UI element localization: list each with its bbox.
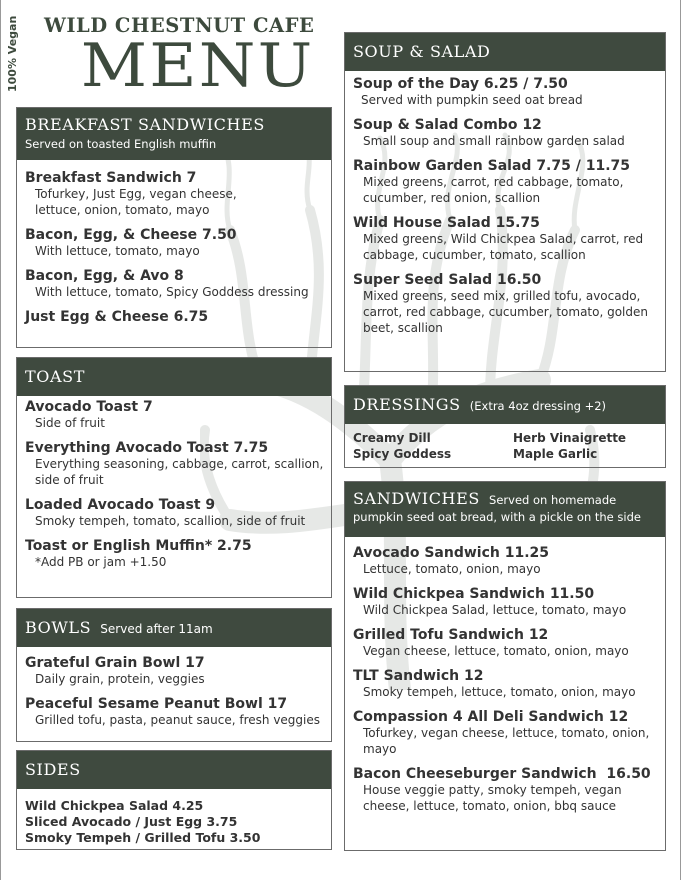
breakfast-section <box>16 107 332 348</box>
dressing-item: Spicy Goddess <box>353 447 452 461</box>
menu-item <box>25 227 323 259</box>
item-name: Grateful Grain Bowl 17 <box>25 655 205 671</box>
item-desc: Everything seasoning, cabbage, carrot, scallion, side of fruit <box>35 457 324 487</box>
menu-item <box>353 627 657 659</box>
menu-item <box>353 76 657 108</box>
item-desc: Mixed greens, carrot, red cabbage, tomato, cucumber, red onion, scallion <box>363 175 624 205</box>
breakfast-title: BREAKFAST SANDWICHES <box>25 115 265 134</box>
toast-title: TOAST <box>25 367 85 386</box>
item-name: Everything Avocado Toast 7.75 <box>25 440 269 456</box>
item-desc: With lettuce, tomato, Spicy Goddess dressing <box>35 285 309 299</box>
sides-section <box>16 750 332 850</box>
sandwiches-list <box>345 537 665 820</box>
menu-item <box>353 709 657 757</box>
item-name: Avocado Sandwich 11.25 <box>353 545 550 561</box>
vegan-tag: 100% Vegan <box>6 15 19 93</box>
bowls-section <box>16 608 332 742</box>
menu-item <box>25 170 323 218</box>
toast-header <box>17 358 331 396</box>
item-desc: Grilled tofu, pasta, peanut sauce, fresh veggies <box>35 713 321 727</box>
item-desc: Smoky tempeh, lettuce, tomato, onion, mayo <box>363 685 636 699</box>
dressings-header <box>345 386 665 424</box>
item-desc: House veggie patty, smoky tempeh, vegan cheese, lettuce, tomato, onion, bbq sauce <box>363 783 622 813</box>
sandwiches-title: SANDWICHES <box>353 489 480 508</box>
soup-section <box>344 32 666 372</box>
item-desc: Served with pumpkin seed oat bread <box>361 93 583 107</box>
item-name: Bacon Cheeseburger Sandwich 16.50 <box>353 766 651 782</box>
item-desc: Mixed greens, seed mix, grilled tofu, avocado, carrot, red cabbage, cucumber, tomato, golden beet, scallion <box>363 289 648 335</box>
item-desc: Vegan cheese, lettuce, tomato, onion, mayo <box>363 644 629 658</box>
item-name: Wild House Salad 15.75 <box>353 215 540 231</box>
menu-item <box>353 272 657 336</box>
menu-item <box>25 309 323 325</box>
menu-item <box>353 668 657 700</box>
side-item: Sliced Avocado / Just Egg 3.75 <box>25 814 238 829</box>
menu-item <box>353 117 657 149</box>
dressings-title: DRESSINGS <box>353 395 461 414</box>
item-name: Peaceful Sesame Peanut Bowl 17 <box>25 696 288 712</box>
soup-title: SOUP & SALAD <box>353 42 491 61</box>
breakfast-header <box>17 108 331 160</box>
item-name: Just Egg & Cheese 6.75 <box>25 309 209 325</box>
dressings-section <box>344 385 666 468</box>
dressing-item: Herb Vinaigrette <box>513 431 627 445</box>
item-name: Soup & Salad Combo 12 <box>353 117 542 133</box>
bowls-subtitle: Served after 11am <box>100 622 213 636</box>
item-desc: Small soup and small rainbow garden salad <box>363 134 625 148</box>
item-name: Bacon, Egg, & Avo 8 <box>25 268 184 284</box>
item-name: TLT Sandwich 12 <box>353 668 484 684</box>
menu-item <box>353 215 657 263</box>
item-desc: Side of fruit <box>35 416 105 430</box>
bowls-list <box>17 647 331 743</box>
menu-title: MENU <box>80 31 315 101</box>
item-name: Wild Chickpea Sandwich 11.50 <box>353 586 595 602</box>
menu-item <box>353 158 657 206</box>
item-desc: Tofurkey, vegan cheese, lettuce, tomato, onion, mayo <box>363 726 650 756</box>
dressing-item: Maple Garlic <box>513 447 598 461</box>
menu-item <box>25 655 323 687</box>
menu-item <box>25 696 323 728</box>
sides-list <box>17 789 331 852</box>
item-desc: Lettuce, tomato, onion, mayo <box>363 562 541 576</box>
breakfast-subtitle: Served on toasted English muffin <box>25 137 217 151</box>
item-name: Grilled Tofu Sandwich 12 <box>353 627 549 643</box>
menu-item <box>25 497 323 529</box>
menu-item <box>353 545 657 577</box>
sides-title: SIDES <box>25 760 81 779</box>
item-desc: Smoky tempeh, tomato, scallion, side of fruit <box>35 514 306 528</box>
toast-section <box>16 357 332 598</box>
sandwiches-subtitle-a: Served on homemade <box>489 493 617 507</box>
sides-header <box>17 751 331 789</box>
toast-list <box>17 396 331 585</box>
item-desc: Wild Chickpea Salad, lettuce, tomato, mayo <box>363 603 627 617</box>
menu-item <box>25 440 323 488</box>
menu-item <box>25 268 323 300</box>
item-name: Compassion 4 All Deli Sandwich 12 <box>353 709 629 725</box>
side-item: Smoky Tempeh / Grilled Tofu 3.50 <box>25 830 261 845</box>
soup-header <box>345 33 665 71</box>
menu-item <box>353 586 657 618</box>
menu-item <box>25 399 323 431</box>
sandwiches-header <box>345 482 665 537</box>
dressings-subtitle: (Extra 4oz dressing +2) <box>469 399 607 413</box>
menu-item <box>25 538 323 570</box>
item-name: Super Seed Salad 16.50 <box>353 272 542 288</box>
item-name: Avocado Toast 7 <box>25 399 153 415</box>
soup-list <box>345 71 665 351</box>
dressings-list <box>345 424 665 467</box>
item-name: Loaded Avocado Toast 9 <box>25 497 216 513</box>
sandwiches-section <box>344 481 666 851</box>
item-desc: With lettuce, tomato, mayo <box>35 244 200 258</box>
breakfast-list <box>17 160 331 340</box>
cafe-name: WILD CHESTNUT CAFE <box>44 14 315 37</box>
dressing-item: Creamy Dill <box>353 431 431 445</box>
item-desc: *Add PB or jam +1.50 <box>35 555 167 569</box>
item-name: Soup of the Day 6.25 / 7.50 <box>353 76 568 92</box>
item-desc: Daily grain, protein, veggies <box>35 672 205 686</box>
bowls-header <box>17 609 331 647</box>
item-desc: Mixed greens, Wild Chickpea Salad, carrot, red cabbage, cucumber, tomato, scallion <box>363 232 644 262</box>
side-item: Wild Chickpea Salad 4.25 <box>25 798 204 813</box>
item-name: Toast or English Muffin* 2.75 <box>25 538 252 554</box>
item-name: Rainbow Garden Salad 7.75 / 11.75 <box>353 158 630 174</box>
item-name: Breakfast Sandwich 7 <box>25 170 197 186</box>
menu-item <box>353 766 657 814</box>
item-desc: Tofurkey, Just Egg, vegan cheese, lettuce, onion, tomato, mayo <box>35 187 237 217</box>
sandwiches-subtitle-b: pumpkin seed oat bread, with a pickle on the side <box>353 510 641 524</box>
bowls-title: BOWLS <box>25 618 92 637</box>
item-name: Bacon, Egg, & Cheese 7.50 <box>25 227 237 243</box>
